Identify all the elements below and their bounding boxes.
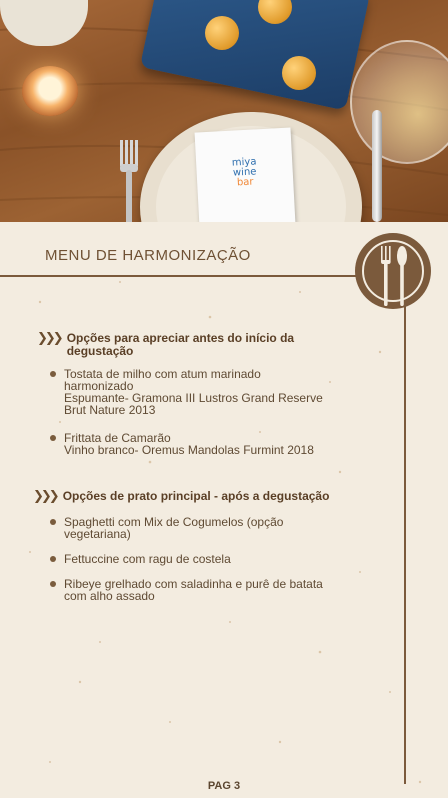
section-title: Opções de prato principal - após a degustação	[62, 489, 330, 503]
section-title: Opções para apreciar antes do início da degustação	[66, 331, 295, 358]
page-number: PAG 3	[207, 780, 241, 792]
logo-word: miya	[231, 156, 257, 169]
item-text: Vinho branco- Oremus Mandolas Furmint 2018	[64, 443, 314, 457]
header-photo	[0, 0, 448, 222]
menu-card	[195, 128, 296, 222]
menu-list	[50, 368, 360, 456]
item-text: Espumante- Gramona III Lustros Grand Reserve	[64, 391, 323, 405]
side-rule	[404, 284, 406, 784]
item-text: Spaghetti com Mix de Cogumelos (opção	[64, 515, 284, 529]
item-text: com alho assado	[64, 589, 155, 603]
menu-page	[0, 222, 448, 798]
list-item	[50, 432, 360, 456]
list-item	[50, 578, 360, 602]
item-text: Tostata de milho com atum marinado	[64, 367, 261, 381]
logo-word: wine	[232, 166, 257, 179]
item-text: Frittata de Camarão	[64, 431, 171, 445]
list-item	[50, 368, 360, 416]
item-text: Ribeye grelhado com saladinha e purê de batata	[64, 577, 323, 591]
candle	[22, 66, 78, 116]
triple-chevron-icon: ❯❯❯	[37, 331, 61, 346]
food-bite	[205, 16, 239, 50]
item-text: harmonizado	[64, 379, 134, 393]
list-item	[50, 516, 360, 540]
miya-logo	[196, 156, 293, 191]
page-title: MENU DE HARMONIZAÇÃO	[45, 247, 251, 264]
menu-list	[50, 516, 360, 615]
fork-icon	[118, 140, 140, 222]
item-text: Fettuccine com ragu de costela	[64, 552, 231, 566]
cutlery-emblem-icon	[354, 232, 432, 310]
item-text: Brut Nature 2013	[64, 403, 156, 417]
section-header	[33, 490, 393, 504]
triple-chevron-icon: ❯❯❯	[33, 489, 57, 504]
list-item	[50, 553, 360, 565]
knife-icon	[372, 110, 382, 222]
title-rule	[0, 275, 358, 277]
food-bite	[282, 56, 316, 90]
logo-word: bar	[236, 176, 254, 189]
section-header	[37, 332, 337, 358]
item-text: vegetariana)	[64, 527, 131, 541]
